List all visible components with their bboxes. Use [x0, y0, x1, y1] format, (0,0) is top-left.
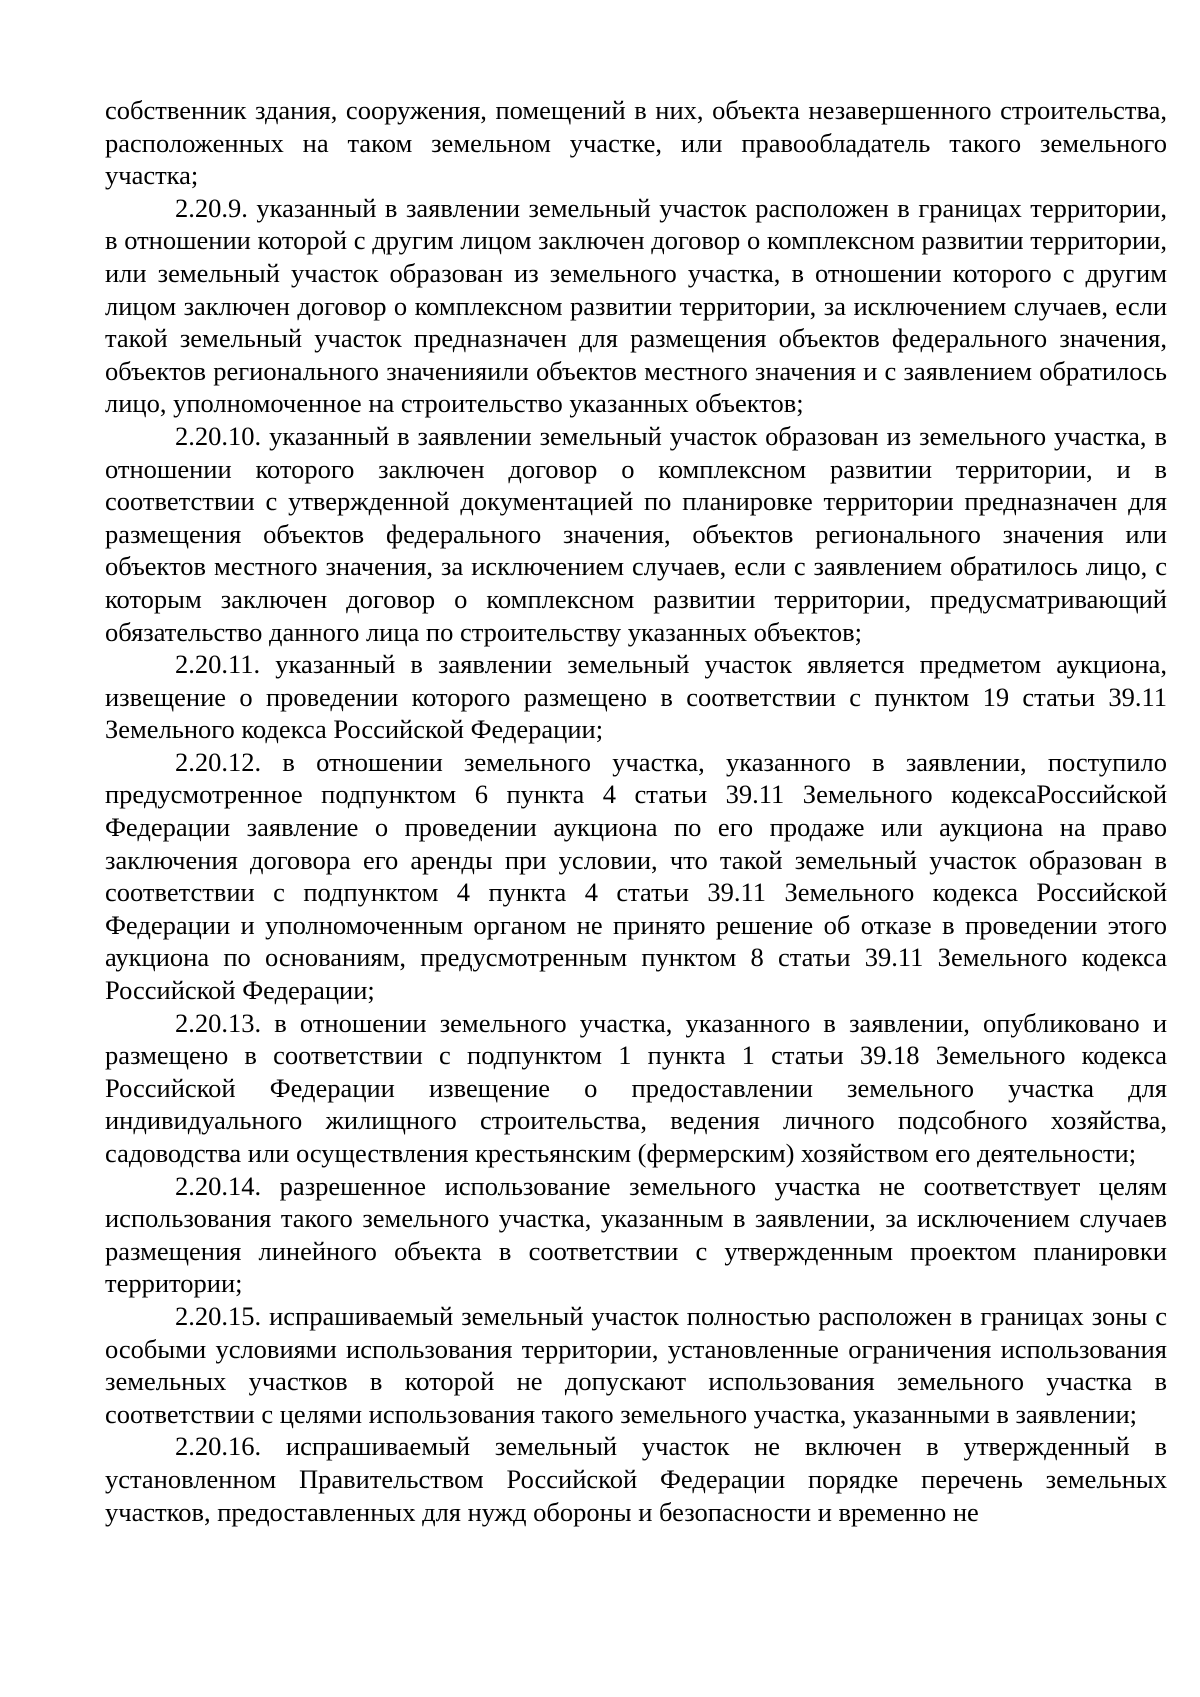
- document-page: [105, 94, 1167, 1528]
- paragraph-2-20-16: 2.20.16. испрашиваемый земельный участок не включен в утвержденный в установленном Правительством Российской Федерации порядке перечень земельных участков, предоставленных для нужд обороны и безопасности и временно не: [105, 1431, 1167, 1527]
- paragraph-2-20-15: 2.20.15. испрашиваемый земельный участок полностью расположен в границах зоны с особыми условиями использования территории, установленные ограничения использования земельных участков в которой не допускают использования земельного участка в соответствии с целями использования такого земельного участка, указанными в заявлении;: [105, 1300, 1167, 1429]
- paragraph-2-20-13: 2.20.13. в отношении земельного участка, указанного в заявлении, опубликовано и размещено в соответствии с подпунктом 1 пункта 1 статьи 39.18 Земельного кодекса Российской Федерации извещение о предоставлении земельного участка для индивидуального жилищного строительства, ведения личного подсобного хозяйства, садоводства или осуществления крестьянским (фермерским) хозяйством его деятельности;: [105, 1007, 1167, 1168]
- paragraph-2-20-9: 2.20.9. указанный в заявлении земельный участок расположен в границах территории, в отношении которой с другим лицом заключен договор о комплексном развитии территории, или земельный участок образован из земельного участка, в отношении которого с другим лицом заключен договор о комплексном развитии территории, за исключением случаев, если такой земельный участок предназначен для размещения объектов федерального значения, объектов регионального значенияили объектов местного значения и с заявлением обратилось лицо, уполномоченное на строительство указанных объектов;: [105, 192, 1167, 419]
- paragraph-2-20-12: 2.20.12. в отношении земельного участка, указанного в заявлении, поступило предусмотренное подпунктом 6 пункта 4 статьи 39.11 Земельного кодексаРоссийской Федерации заявление о проведении аукциона по его продаже или аукциона на право заключения договора его аренды при условии, что такой земельный участок образован в соответствии с подпунктом 4 пункта 4 статьи 39.11 Земельного кодекса Российской Федерации и уполномоченным органом не принято решение об отказе в проведении этого аукциона по основаниям, предусмотренным пунктом 8 статьи 39.11 Земельного кодекса Российской Федерации;: [105, 746, 1167, 1006]
- paragraph-2-20-14: 2.20.14. разрешенное использование земельного участка не соответствует целям использования такого земельного участка, указанным в заявлении, за исключением случаев размещения линейного объекта в соответствии с утвержденным проектом планировки территории;: [105, 1170, 1167, 1299]
- paragraph-2-20-10: 2.20.10. указанный в заявлении земельный участок образован из земельного участка, в отношении которого заключен договор о комплексном развитии территории, и в соответствии с утвержденной документацией по планировке территории предназначен для размещения объектов федерального значения, объектов регионального значения или объектов местного значения, за исключением случаев, если с заявлением обратилось лицо, с которым заключен договор о комплексном развитии территории, предусматривающий обязательство данного лица по строительству указанных объектов;: [105, 420, 1167, 647]
- paragraph-2-20-11: 2.20.11. указанный в заявлении земельный участок является предметом аукциона, извещение о проведении которого размещено в соответствии с пунктом 19 статьи 39.11 Земельного кодекса Российской Федерации;: [105, 649, 1167, 745]
- paragraph-continuation: собственник здания, сооружения, помещений в них, объекта незавершенного строительства, расположенных на таком земельном участке, или правообладатель такого земельного участка;: [105, 95, 1167, 191]
